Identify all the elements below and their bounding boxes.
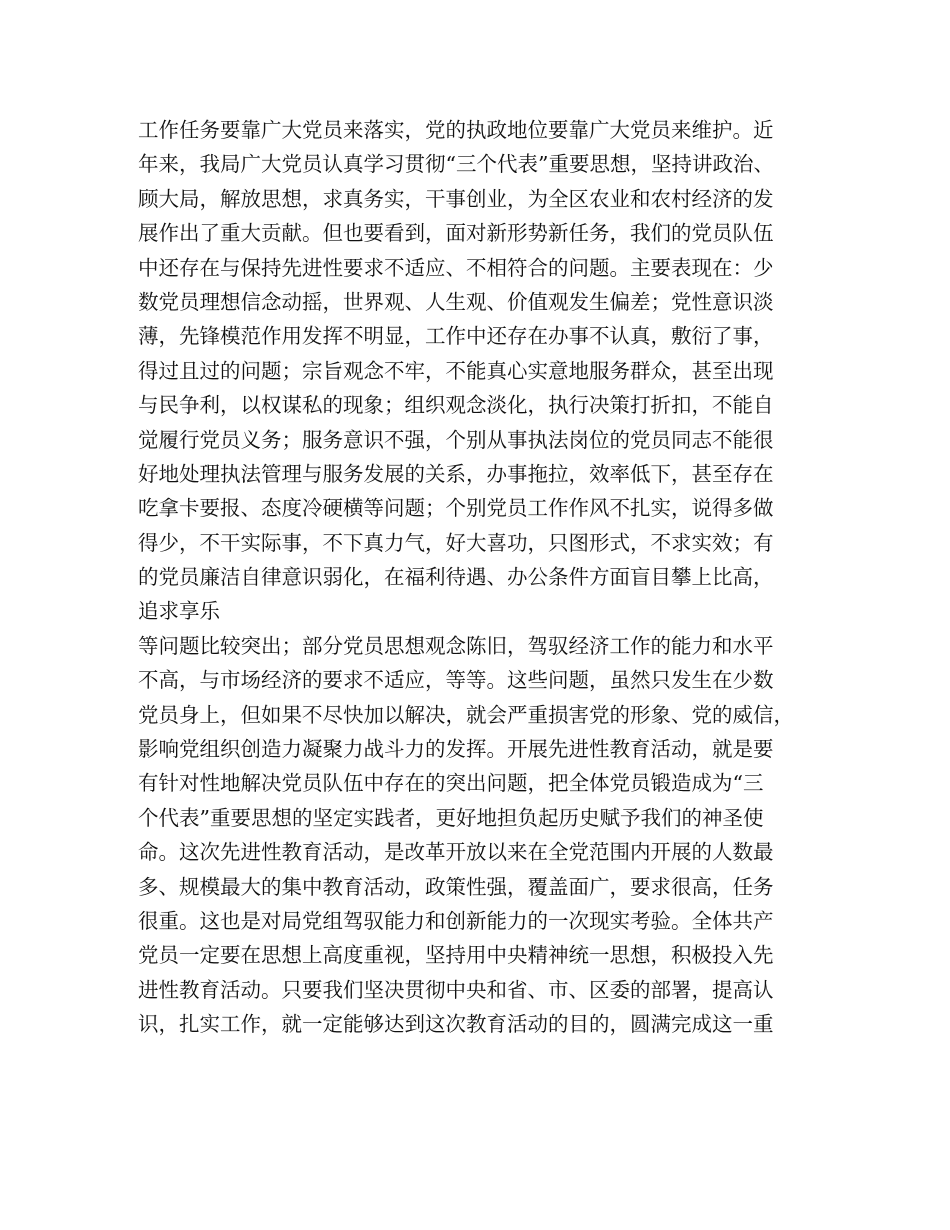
text-line: 进性教育活动。只要我们坚决贯彻中央和省、市、区委的部署，提高认 (138, 977, 774, 1002)
text-line: 等问题比较突出；部分党员思想观念陈旧，驾驭经济工作的能力和水平 (138, 633, 774, 658)
text-line: 党员一定要在思想上高度重视，坚持用中央精神统一思想，积极投入先 (138, 943, 774, 968)
text-line: 觉履行党员义务；服务意识不强，个别从事执法岗位的党员同志不能很 (138, 427, 774, 452)
text-line: 中还存在与保持先进性要求不适应、不相符合的问题。主要表现在：少 (138, 255, 774, 280)
text-line: 得过且过的问题；宗旨观念不牢，不能真心实意地服务群众，甚至出现 (138, 358, 774, 383)
text-line: 追求享乐 (138, 599, 220, 624)
text-line: 很重。这也是对局党组驾驭能力和创新能力的一次现实考验。全体共产 (138, 908, 774, 933)
text-line: 顾大局，解放思想，求真务实，干事创业，为全区农业和农村经济的发 (138, 186, 774, 211)
text-line: 不高，与市场经济的要求不适应，等等。这些问题，虽然只发生在少数 (138, 668, 774, 693)
text-line: 年来，我局广大党员认真学习贯彻“三个代表”重要思想，坚持讲政治、 (138, 152, 774, 177)
text-line: 命。这次先进性教育活动，是改革开放以来在全党范围内开展的人数最 (138, 840, 774, 865)
body-text (138, 113, 828, 1042)
text-line: 有针对性地解决党员队伍中存在的突出问题，把全体党员锻造成为“三 (138, 771, 764, 796)
text-line: 薄，先锋模范作用发挥不明显，工作中还存在办事不认真，敷衍了事， (138, 324, 774, 349)
text-line: 与民争利，以权谋私的现象；组织观念淡化，执行决策打折扣，不能自 (138, 393, 774, 418)
text-line: 展作出了重大贡献。但也要看到，面对新形势新任务，我们的党员队伍 (138, 221, 774, 246)
text-line: 影响党组织创造力凝聚力战斗力的发挥。开展先进性教育活动，就是要 (138, 737, 774, 762)
text-line: 个代表”重要思想的坚定实践者，更好地担负起历史赋予我们的神圣使 (138, 805, 764, 830)
text-line: 党员身上，但如果不尽快加以解决，就会严重损害党的形象、党的威信， (138, 702, 794, 727)
text-line: 吃拿卡要报、态度冷硬横等问题；个别党员工作作风不扎实，说得多做 (138, 496, 774, 521)
text-line: 好地处理执法管理与服务发展的关系，办事拖拉，效率低下，甚至存在 (138, 461, 774, 486)
text-line: 得少，不干实际事，不下真力气，好大喜功，只图形式，不求实效；有 (138, 530, 774, 555)
text-line: 多、规模最大的集中教育活动，政策性强，覆盖面广，要求很高，任务 (138, 874, 774, 899)
text-line: 工作任务要靠广大党员来落实，党的执政地位要靠广大党员来维护。近 (138, 118, 774, 142)
text-line: 的党员廉洁自律意识弱化，在福利待遇、办公条件方面盲目攀上比高， (138, 565, 774, 590)
text-line: 数党员理想信念动摇，世界观、人生观、价值观发生偏差；党性意识淡 (138, 289, 774, 314)
text-line: 识，扎实工作，就一定能够达到这次教育活动的目的，圆满完成这一重 (138, 1012, 774, 1037)
